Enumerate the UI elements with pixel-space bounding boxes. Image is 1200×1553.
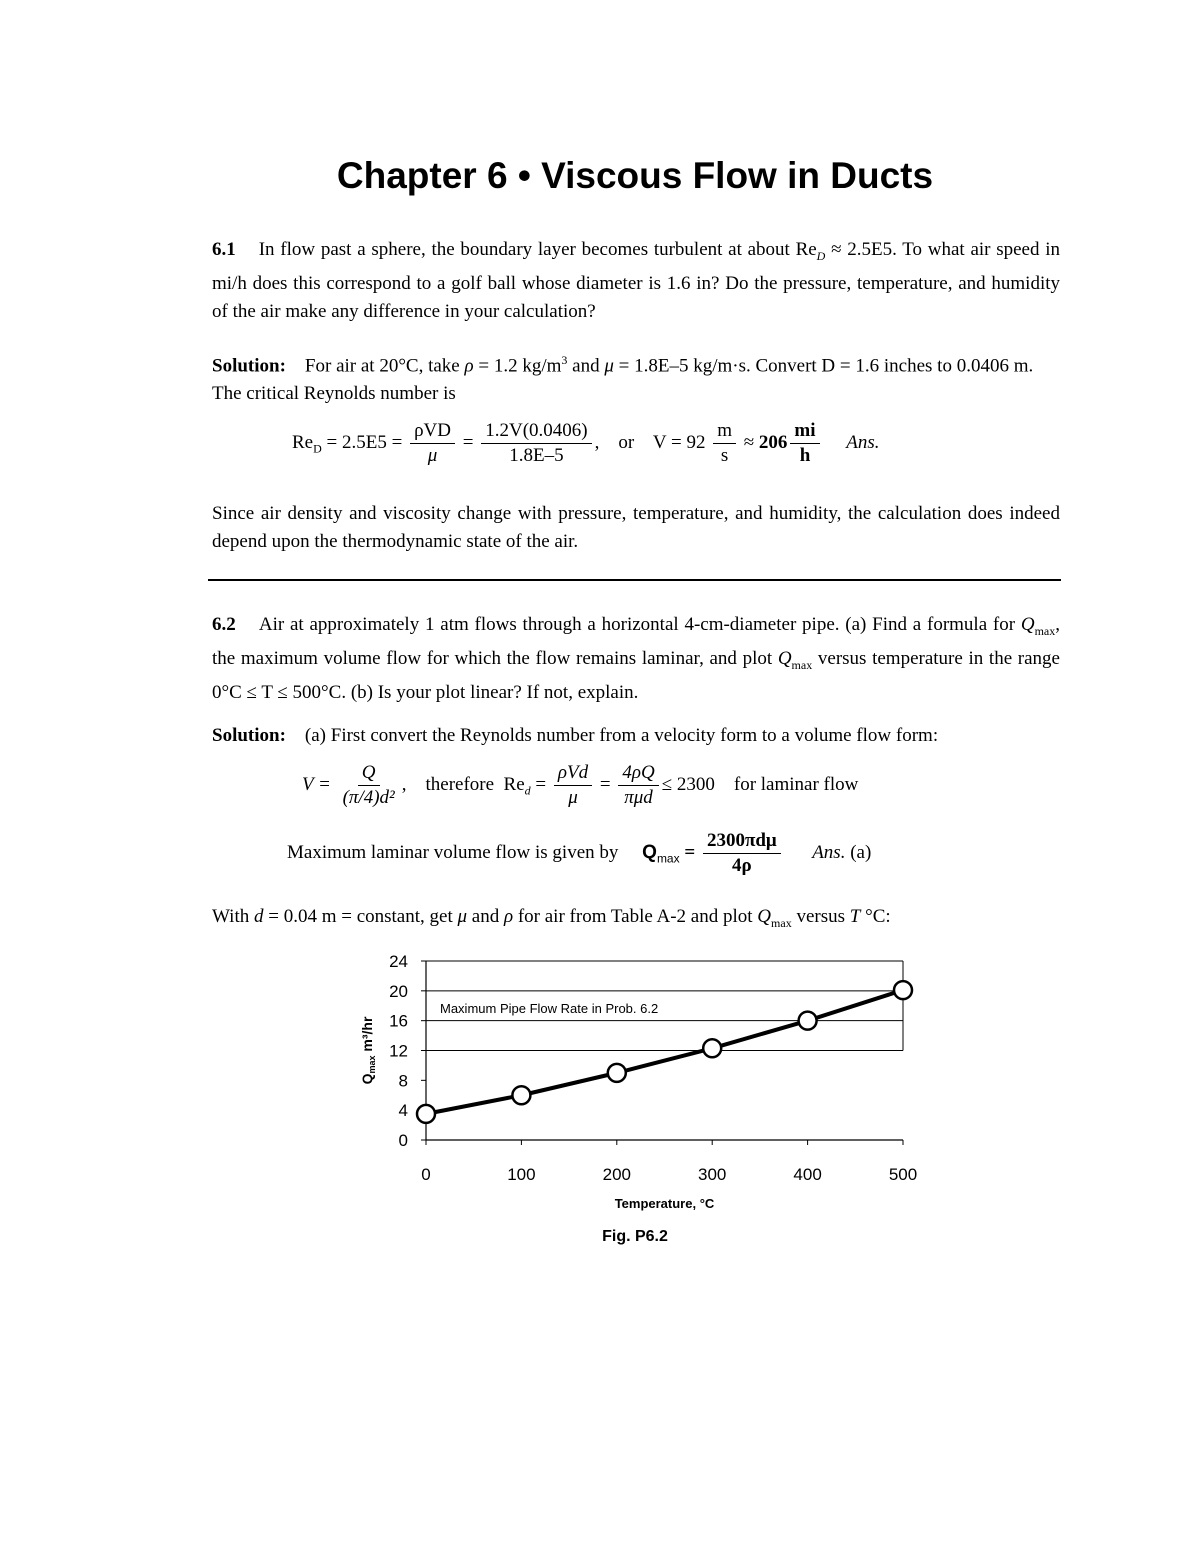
numerator: ρVD [410, 420, 455, 444]
solution-text: (a) First convert the Reynolds number from a velocity form to a volume flow form: [304, 725, 939, 746]
text: = 0.04 m = constant, get [263, 906, 458, 927]
solution-label: Solution: [212, 725, 286, 746]
q-symbol: Q [757, 906, 772, 927]
section-divider [208, 579, 1061, 581]
problem-6-1-conclusion: Since air density and viscosity change with pressure, temperature, and humidity, the calculation does indeed depend upon the thermodynamic state of the air. [212, 503, 1060, 552]
qmax-equation [287, 830, 871, 877]
chart-tick-labels [389, 952, 917, 1184]
eq-text: , or V = 92 [594, 431, 711, 453]
numerator: 2300πdμ [703, 830, 781, 854]
d-symbol: d [253, 906, 264, 927]
qmax-chart [340, 945, 960, 1225]
numerator: mi [790, 420, 819, 444]
eq-text: = [530, 773, 551, 795]
denominator: h [799, 445, 811, 466]
mu-symbol: μ [604, 355, 614, 377]
subscript: D [816, 248, 826, 263]
numerator: 4ρQ [618, 762, 658, 786]
x-tick-label: 0 [421, 1165, 431, 1184]
statement-text: , the maximum volume flow for which the flow remains laminar, and plot [212, 614, 1060, 669]
text: for air from Table A-2 and plot [513, 906, 758, 927]
text: With [212, 906, 254, 927]
solution-text: and [567, 355, 605, 377]
q-symbol: Q [777, 647, 792, 669]
denominator: μ [427, 445, 438, 466]
superscript: 3 [561, 353, 568, 367]
ylabel-q: Q [359, 1073, 375, 1085]
fraction [481, 420, 591, 467]
denominator: πμd [624, 787, 653, 808]
eq-text: ≤ 2300 for laminar flow [661, 773, 859, 795]
numerator: 1.2V(0.0406) [481, 420, 591, 444]
text: versus [791, 906, 850, 927]
figure-caption: Fig. P6.2 [602, 1228, 668, 1245]
chart-title: Maximum Pipe Flow Rate in Prob. 6.2 [440, 1000, 659, 1016]
eq-text: ≈ [738, 431, 759, 453]
numerator: ρVd [554, 762, 592, 786]
numerator: m [713, 420, 736, 444]
qmax-symbol: Q [642, 841, 657, 863]
eq-text: = 2.5E5 = [321, 431, 408, 453]
problem-6-2-solution [212, 722, 1060, 750]
y-tick-label: 4 [398, 1101, 408, 1121]
fraction [713, 420, 736, 467]
eq-text: Maximum laminar volume flow is given by [287, 841, 619, 863]
x-tick-label: 200 [602, 1165, 631, 1184]
chart-axes [421, 961, 903, 1145]
data-point [608, 1064, 626, 1082]
solution-text: = 1.8E–5 kg/m·s. Convert D = 1.6 inches to 0.0406 m. The critical Reynolds number is [212, 355, 1034, 405]
mu-symbol: μ [457, 906, 468, 927]
data-point [703, 1039, 721, 1057]
answer-part: (a) [845, 841, 872, 863]
solution-text: For air at 20°C, take [304, 355, 465, 377]
ylabel-sub: max [367, 1055, 377, 1074]
chart-y-axis-label [359, 1016, 377, 1084]
answer-marker: Ans. [846, 431, 880, 453]
problem-number: 6.2 [212, 614, 236, 635]
text: and [467, 906, 504, 927]
eq-text: = [679, 841, 700, 863]
y-tick-label: 16 [389, 1011, 408, 1031]
statement-text: versus temperature in the range 0°C ≤ T ≤ 500°C. (b) Is your plot linear? If not, explain. [212, 647, 1060, 703]
solution-label: Solution: [212, 355, 286, 377]
problem-6-2-with-text [212, 903, 1060, 937]
x-tick-label: 400 [793, 1165, 822, 1184]
problem-number: 6.1 [212, 239, 236, 260]
y-tick-label: 8 [398, 1071, 408, 1091]
problem-6-2-statement [212, 611, 1060, 707]
eq-text: Re [292, 431, 314, 453]
fraction [410, 420, 455, 467]
subscript: max [771, 915, 792, 930]
rho-symbol: ρ [464, 355, 474, 377]
subscript: max [791, 657, 813, 672]
x-tick-label: 100 [507, 1165, 536, 1184]
statement-text: ≈ 2.5E5. To what air speed in mi/h does this correspond to a golf ball whose diameter is 1.6 in? Do the pressure, temperature, and humidity of the air make any difference in your calculation? [212, 239, 1061, 322]
q-symbol: Q [1020, 614, 1035, 635]
result-value: 206 [758, 431, 788, 453]
answer-marker: Ans. [812, 841, 846, 863]
chapter-title: Chapter 6 • Viscous Flow in Ducts [336, 155, 934, 196]
y-tick-label: 12 [389, 1041, 408, 1061]
y-tick-label: 20 [389, 981, 408, 1001]
problem-6-1-solution [212, 346, 1060, 408]
statement-text: Air at approximately 1 atm flows through a horizontal 4-cm-diameter pipe. (a) Find a formula for [258, 614, 1021, 635]
denominator: (π/4)d² [342, 787, 395, 808]
solution-text: = 1.2 kg/m [473, 355, 562, 377]
data-point [512, 1086, 530, 1104]
fraction [618, 762, 658, 809]
data-point [799, 1012, 817, 1030]
ylabel-unit: m³/hr [359, 1016, 375, 1056]
t-symbol: T [849, 906, 861, 927]
fraction [339, 762, 399, 809]
subscript: d [524, 783, 531, 798]
eq-text: = [458, 431, 479, 453]
x-tick-label: 500 [888, 1165, 918, 1184]
y-tick-label: 0 [398, 1131, 408, 1150]
eq-text: V = [302, 773, 336, 795]
subscript: max [656, 851, 680, 866]
denominator: s [720, 445, 729, 466]
text: °C: [860, 906, 891, 927]
fraction [790, 420, 819, 467]
denominator: 4ρ [731, 855, 752, 876]
fraction [703, 830, 781, 877]
subscript: max [1034, 623, 1056, 638]
eq-text: , therefore Re [401, 773, 525, 795]
problem-6-1-statement [212, 236, 1060, 326]
numerator: Q [358, 762, 380, 786]
chart-x-axis-label: Temperature, °C [614, 1196, 715, 1211]
denominator: μ [568, 787, 578, 808]
subscript: D [313, 441, 322, 456]
eq-text: = [595, 773, 616, 795]
data-point [894, 981, 912, 999]
volume-flow-equation [302, 762, 858, 809]
denominator: 1.8E–5 [509, 445, 564, 466]
rho-symbol: ρ [503, 906, 514, 927]
y-tick-label: 24 [389, 952, 408, 971]
data-point [417, 1105, 435, 1123]
statement-text: In flow past a sphere, the boundary layer becomes turbulent at about Re [258, 239, 817, 260]
reynolds-equation [292, 420, 880, 467]
x-tick-label: 300 [698, 1165, 727, 1184]
fraction [554, 762, 592, 809]
